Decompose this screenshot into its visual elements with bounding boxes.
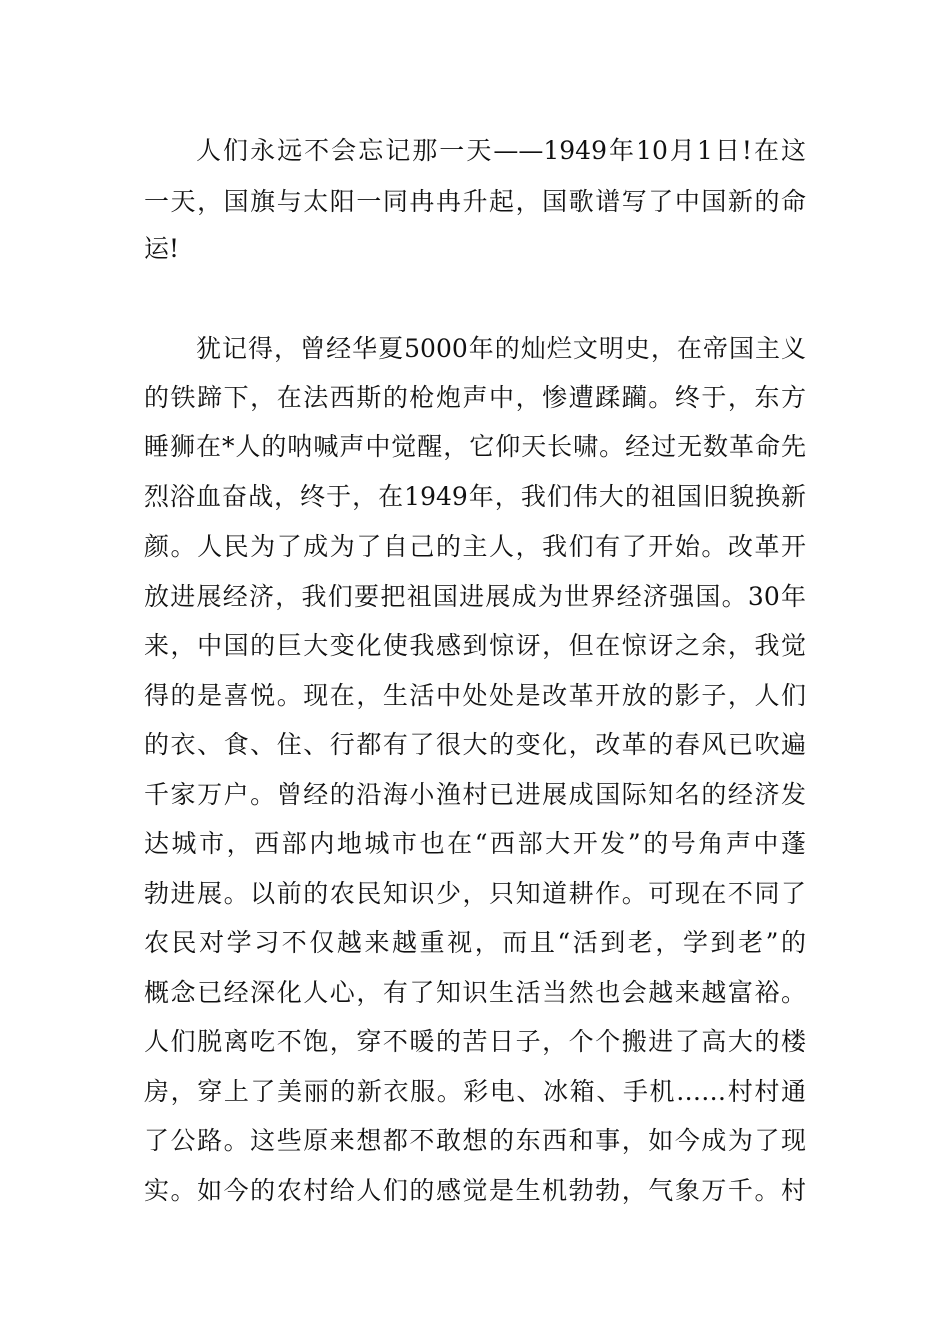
text-line: 达城市，西部内地城市也在“西部大开发”的号角声中蓬: [144, 829, 806, 858]
text-line: 运!: [144, 234, 180, 263]
text-line: 来，中国的巨大变化使我感到惊讶，但在惊讶之余，我觉: [144, 631, 806, 660]
text-line: 千家万户。曾经的沿海小渔村已进展成国际知名的经济发: [144, 780, 806, 809]
text-line: 放进展经济，我们要把祖国进展成为世界经济强国。30年: [144, 582, 806, 611]
text-line: 犹记得，曾经华夏5000年的灿烂文明史，在帝国主义: [196, 334, 806, 363]
text-line: 概念已经深化人心，有了知识生活当然也会越来越富裕。: [144, 978, 806, 1007]
text-line: 睡狮在*人的呐喊声中觉醒，它仰天长啸。经过无数革命先: [144, 432, 806, 461]
text-line: 实。如今的农村给人们的感觉是生机勃勃，气象万千。村: [144, 1176, 806, 1205]
text-line: 人们永远不会忘记那一天——1949年10月1日!在这: [196, 136, 806, 165]
text-line: 房，穿上了美丽的新衣服。彩电、冰箱、手机……村村通: [144, 1077, 806, 1106]
text-line: 农民对学习不仅越来越重视，而且“活到老，学到老”的: [144, 928, 806, 957]
text-line: 勃进展。以前的农民知识少，只知道耕作。可现在不同了: [144, 879, 806, 908]
text-line: 的铁蹄下，在法西斯的枪炮声中，惨遭蹂躏。终于，东方: [144, 383, 806, 412]
text-line: 得的是喜悦。现在，生活中处处是改革开放的影子，人们: [144, 681, 806, 710]
text-line: 一天，国旗与太阳一同冉冉升起，国歌谱写了中国新的命: [144, 187, 806, 216]
text-line: 的衣、食、住、行都有了很大的变化，改革的春风已吹遍: [144, 730, 806, 759]
text-line: 了公路。这些原来想都不敢想的东西和事，如今成为了现: [144, 1126, 806, 1155]
text-line: 烈浴血奋战，终于，在1949年，我们伟大的祖国旧貌换新: [144, 482, 806, 511]
text-line: 人们脱离吃不饱，穿不暖的苦日子，个个搬进了高大的楼: [144, 1027, 806, 1056]
text-line: 颜。人民为了成为了自己的主人，我们有了开始。改革开: [144, 532, 806, 561]
